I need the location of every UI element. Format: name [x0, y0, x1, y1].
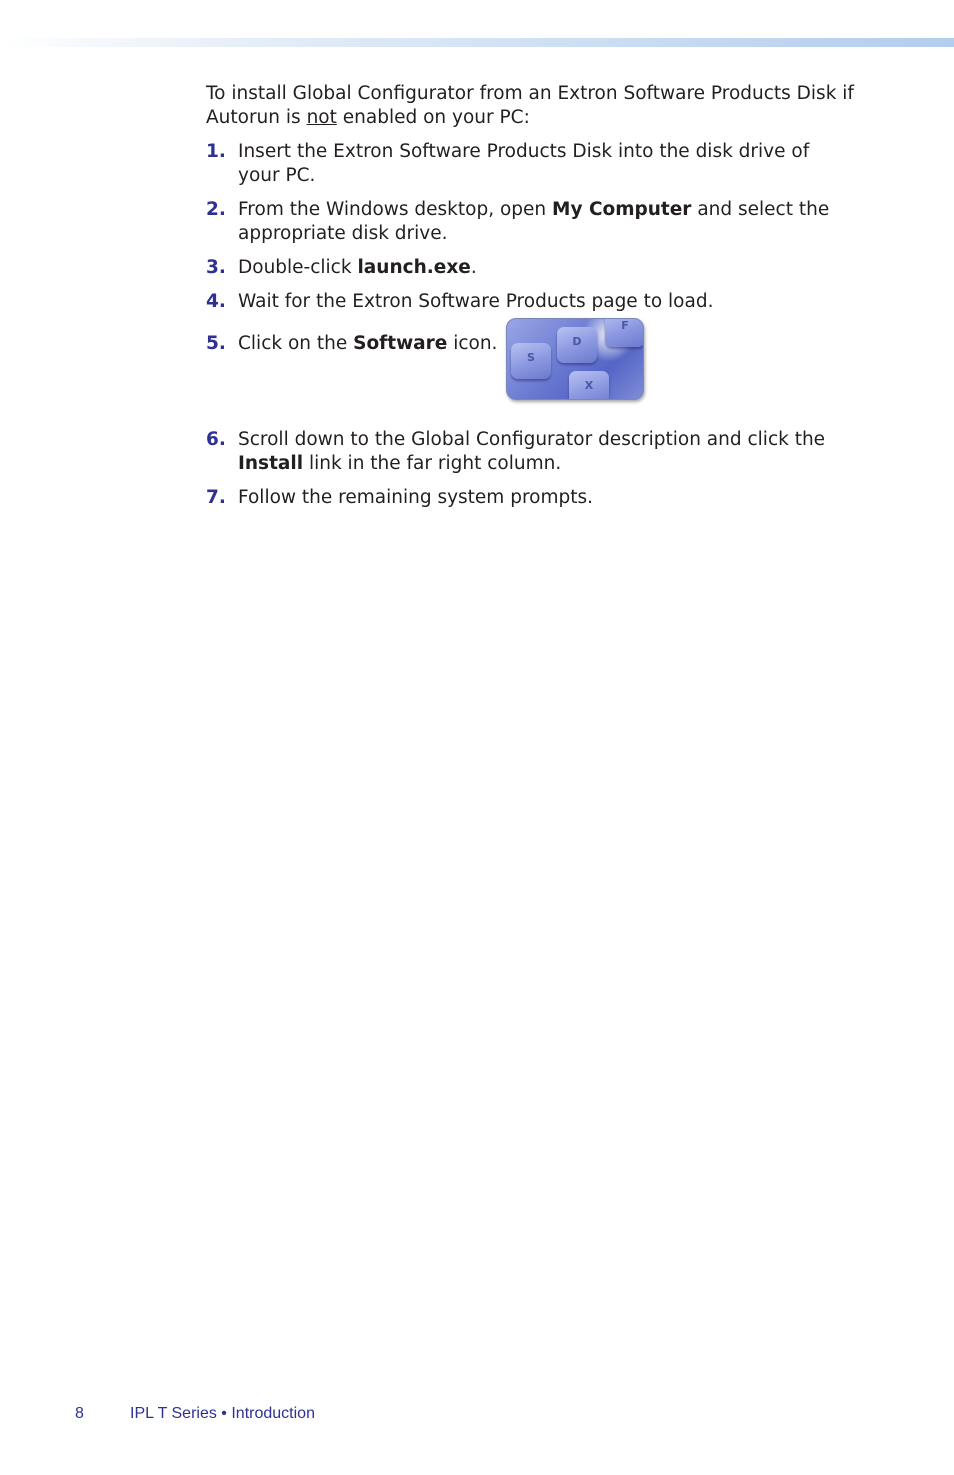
- step-number: 2.: [206, 199, 226, 220]
- keyboard-key-icon: D: [557, 327, 597, 363]
- keyboard-key-icon: S: [511, 343, 551, 379]
- step-1: [206, 140, 856, 188]
- launch-exe-label: launch.exe: [357, 257, 471, 278]
- step-text: Scroll down to the Global Configurator description and click the: [238, 429, 826, 450]
- page-content: [206, 82, 856, 520]
- intro-paragraph: [206, 82, 856, 130]
- step-text-wrap: [238, 332, 497, 356]
- software-label: Software: [353, 333, 448, 354]
- page-number: 8: [75, 1405, 84, 1422]
- keyboard-key-icon: X: [569, 371, 609, 400]
- step-number: 1.: [206, 141, 226, 162]
- step-text: Double-click: [238, 257, 358, 278]
- step-text: Click on the: [238, 333, 354, 354]
- keyboard-key-icon: F: [605, 318, 644, 347]
- my-computer-label: My Computer: [552, 199, 692, 220]
- step-number: 5.: [206, 333, 226, 354]
- step-text: Follow the remaining system prompts.: [238, 487, 594, 508]
- step-4: [206, 290, 856, 314]
- step-text: From the Windows desktop, open: [238, 199, 553, 220]
- step-2: [206, 198, 856, 246]
- intro-underlined-word: not: [306, 107, 337, 128]
- step-number: 4.: [206, 291, 226, 312]
- footer-title: IPL T Series • Introduction: [130, 1405, 315, 1422]
- step-7: [206, 486, 856, 510]
- step-text: Insert the Extron Software Products Disk into the disk drive of your PC.: [238, 141, 810, 186]
- step-number: 6.: [206, 429, 226, 450]
- intro-text-after: enabled on your PC:: [336, 107, 530, 128]
- step-text: icon.: [447, 333, 498, 354]
- install-label: Install: [238, 453, 304, 474]
- step-3: [206, 256, 856, 280]
- install-steps-list: [206, 140, 856, 510]
- step-number: 3.: [206, 257, 226, 278]
- intro-text-before: To install Global Configurator from an Extron Software Products Disk if Autorun is: [206, 83, 854, 128]
- step-5: [206, 319, 856, 414]
- step-text: .: [470, 257, 477, 278]
- software-keyboard-icon[interactable]: [506, 318, 644, 400]
- step-text: link in the far right column.: [303, 453, 562, 474]
- step-text: and select the appropriate disk drive.: [238, 199, 830, 244]
- header-gradient-bar: [0, 38, 954, 47]
- step-6: [206, 428, 856, 476]
- step-text: Wait for the Extron Software Products page to load.: [238, 291, 714, 312]
- step-number: 7.: [206, 487, 226, 508]
